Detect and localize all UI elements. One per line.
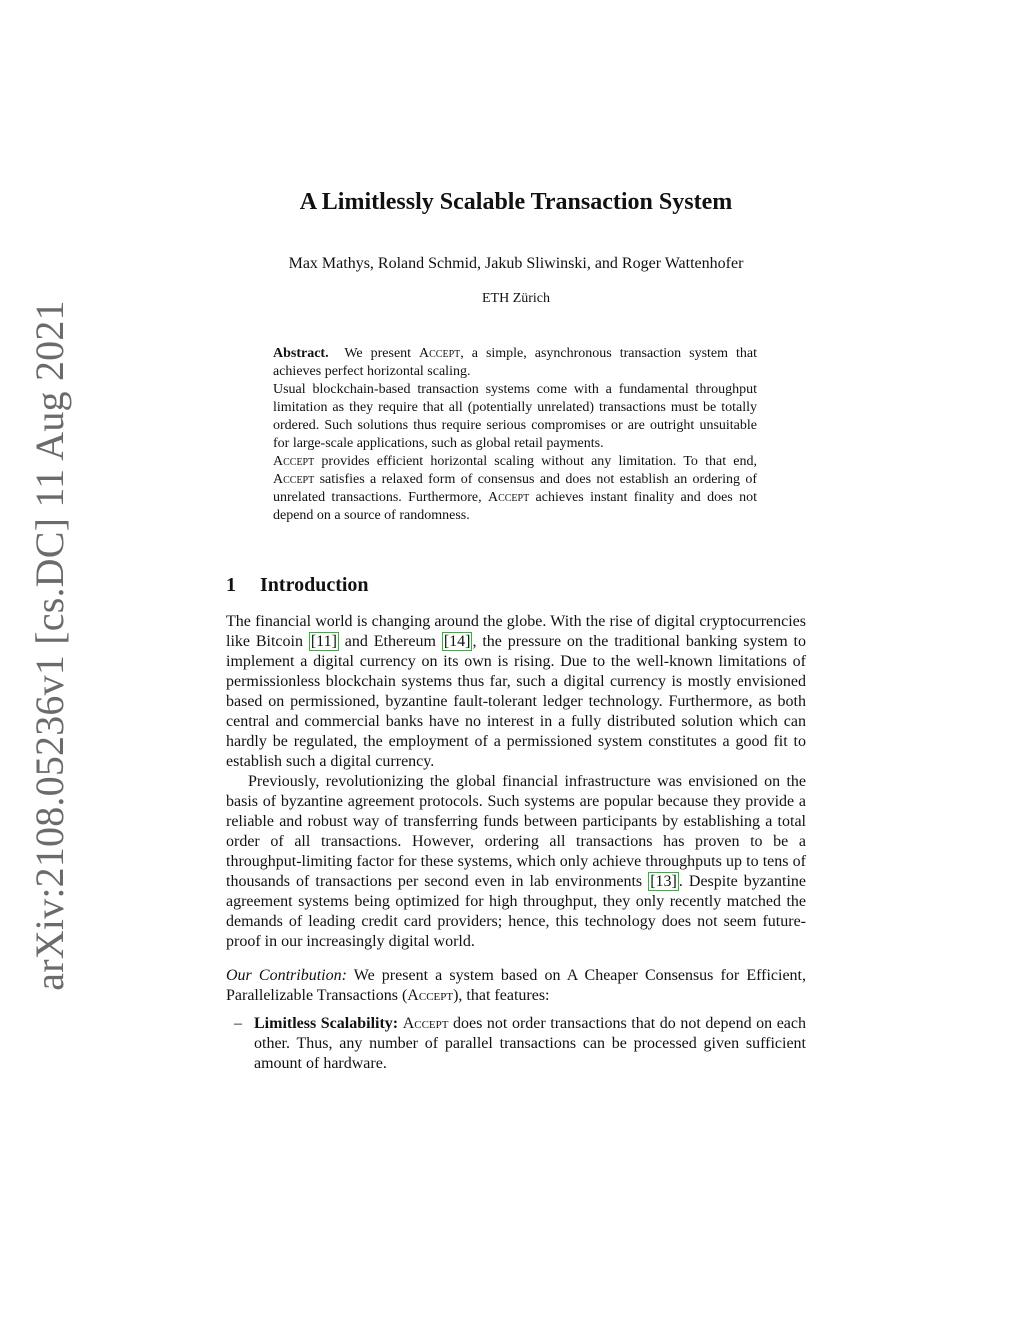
arxiv-identifier: arXiv:2108.05236v1 [cs.DC] 11 Aug 2021: [26, 299, 72, 991]
system-name: Accept: [402, 1015, 449, 1032]
citation-link-14[interactable]: [14]: [443, 633, 471, 650]
intro-paragraph-2: Previously, revolutionizing the global financial infrastructure was envisioned on the basis of byzantine agreement protocols. Such systems are popular because they provide a reliable and robust way of transferring funds between participants by establishing a total order of all transactions. However, ordering all transactions has proven to be a throughput-limiting factor for these systems, which only achieve throughputs up to tens of thousands of transactions per second even in lab environments [13] . Despite byzantine agreement systems being optimized for high throughput, they only recently matched the demands of leading credit card providers; hence, this technology does not seem future-proof in our increasingly digital world.: [226, 773, 806, 950]
abstract: [273, 345, 757, 525]
system-name: Accept: [419, 346, 461, 361]
bullet-dash: –: [234, 1015, 242, 1032]
section-number: 1: [226, 574, 236, 596]
citation-link-13[interactable]: [13]: [650, 873, 677, 890]
paper-title: A Limitlessly Scalable Transaction System: [299, 189, 733, 215]
affiliation: ETH Zürich: [481, 291, 551, 306]
author-list: Max Mathys, Roland Schmid, Jakub Sliwinski, and Roger Wattenhofer: [288, 255, 744, 272]
system-name: Accept: [273, 454, 315, 469]
section-heading-introduction: [226, 572, 806, 598]
system-name: Accept: [487, 490, 530, 505]
system-name: Accept: [407, 987, 454, 1004]
abstract-paragraph-3: Accept provides efficient horizontal scaling without any limitation. To that end, Accept satisfies a relaxed form of consensus and does not establish an ordering of unrelated transactions. Furthermore, Accept achieves instant finality and does not depend on a source of randomness.: [273, 454, 757, 523]
citation-link-11[interactable]: [11]: [310, 633, 337, 650]
system-name: Accept: [273, 472, 315, 487]
contribution-label: Our Contribution:: [226, 967, 347, 984]
list-item: – Limitless Scalability: Accept does not order transactions that do not depend on each other. Thus, any number of parallel transactions can be processed given sufficient amount of hardware.: [234, 1015, 806, 1072]
abstract-paragraph-2: Usual blockchain-based transaction systems come with a fundamental throughput limitation as they require that all (potentially unrelated) transactions must be totally ordered. Such solutions thus require serious compromises or are outright unsuitable for large-scale applications, such as global retail payments.: [273, 382, 757, 451]
section-title: Introduction: [260, 574, 369, 596]
abstract-label: Abstract.: [273, 346, 329, 361]
feature-list: [226, 1014, 806, 1074]
feature-title: Limitless Scalability:: [254, 1015, 399, 1032]
contribution-paragraph: Our Contribution: We present a system based on A Cheaper Consensus for Efficient, Parallelizable Transactions (Accept), that features:: [226, 967, 806, 1004]
abstract-paragraph-1: Abstract. We present Accept, a simple, asynchronous transaction system that achieves perfect horizontal scaling.: [273, 346, 757, 379]
arxiv-identifier-stamp: [19, 299, 79, 991]
introduction-body: [226, 612, 806, 1074]
intro-paragraph-1: The financial world is changing around the globe. With the rise of digital cryptocurrencies like Bitcoin [11] and Ethereum [14] , the pressure on the traditional banking system to implement a digital currency on its own is rising. Due to the well-known limitations of permissionless blockchain systems thus far, such a digital currency is mostly envisioned based on permissioned, byzantine fault-tolerant ledger technology. Furthermore, as both central and commercial banks have no interest in a fully distributed solution which can hardly be regulated, the employment of a permissioned system constitutes a good fit to establish such a digital currency.: [226, 613, 807, 770]
